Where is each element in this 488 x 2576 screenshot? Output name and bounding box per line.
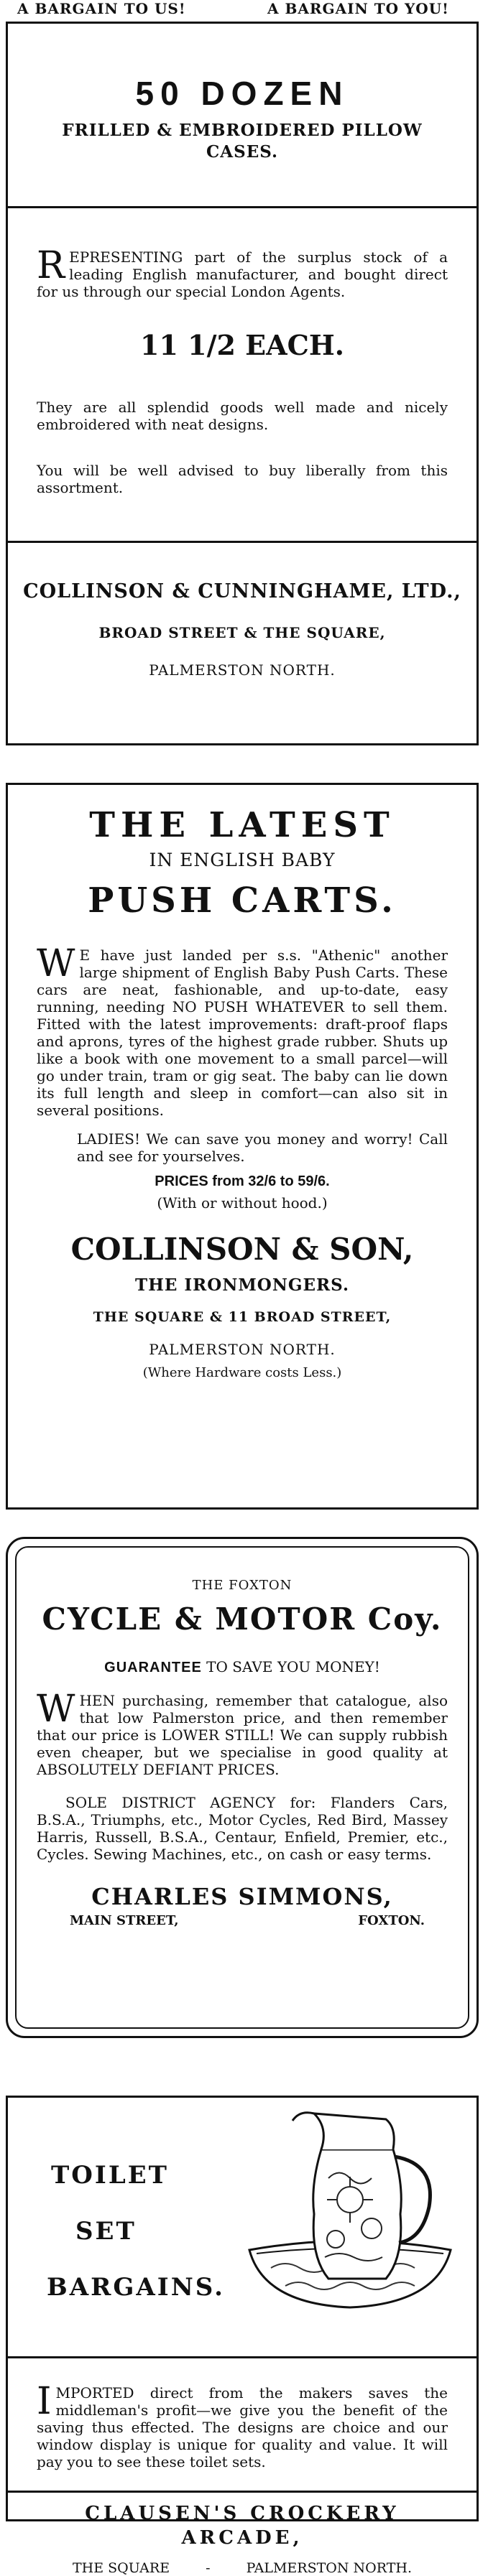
ad2-headline1: THE LATEST (89, 805, 395, 845)
ad2-address: THE SQUARE & 11 BROAD STREET, (93, 1309, 392, 1325)
ad2-hood: (With or without hood.) (157, 1194, 328, 1212)
ad1-para1-wrap (37, 244, 448, 300)
ad4-line3: BARGAINS. (47, 2273, 225, 2302)
ad1-address: BROAD STREET & THE SQUARE, (98, 624, 386, 641)
ad2-tagline: (Where Hardware costs Less.) (142, 1365, 342, 1380)
ad4-dropcap: I (37, 2380, 52, 2423)
ad2-town: PALMERSTON NORTH. (149, 1341, 336, 1358)
ad1-para3: You will be well advised to buy liberally from this assortment. (37, 462, 448, 496)
ad-push-carts (6, 783, 479, 1510)
ad1-firm: COLLINSON & CUNNINGHAME, LTD., (23, 580, 461, 603)
ad3-guarantee-rest: TO SAVE YOU MONEY! (206, 1658, 380, 1675)
jug-and-basin-illustration (242, 2106, 458, 2322)
ad3-para2: SOLE DISTRICT AGENCY for: Flanders Cars, B.S.A., Triumphs, etc., Motor Cycles, Red Bird, Massey Harris, Russell, B.S.A., Centaur, Enfield, Premier, etc., Cycles. Sewing Machines, etc., on cash or easy terms. (37, 1794, 448, 1863)
ad3-street: MAIN STREET, (70, 1913, 179, 1928)
ad4-firm2: ARCADE, (181, 2527, 303, 2549)
ad4-firm1: CLAUSEN'S CROCKERY (85, 2503, 400, 2524)
ad3-small: THE FOXTON (192, 1578, 293, 1593)
ad4-address (73, 2560, 412, 2576)
ad3-town: FOXTON. (358, 1913, 425, 1928)
ad1-headline: 50 DOZEN (135, 75, 349, 112)
ad1-subhead: FRILLED & EMBROIDERED PILLOW CASES. (62, 121, 423, 162)
ad2-firm-sub: THE IRONMONGERS. (135, 1275, 349, 1295)
ad4-address-left: THE SQUARE (73, 2560, 170, 2576)
ad4-para1-wrap (37, 2380, 448, 2470)
ad2-para2: LADIES! We can save you money and worry! Call and see for yourselves. (77, 1130, 448, 1165)
ad3-guarantee-bold: GUARANTEE (104, 1660, 202, 1675)
ad3-para1: HEN purchasing, remember that catalogue, also that low Palmerston price, and then remember that our price is LOWER STILL! We can supply rubbish even cheaper, but we specialise in good quality at ABSOLUTELY DEFIANT PRICES. (37, 1692, 448, 1778)
ad4-address-sep: - (206, 2560, 211, 2576)
ad4-heading-block (8, 2098, 477, 2356)
ad2-para1: E have just landed per s.s. "Athenic" another large shipment of English Baby Push Carts. These cars are neat, fashionable, and up-to-date, easy running, needing NO PUSH WHATEVER to sell them. Fitted with the latest improvements: draft-proof flaps and aprons, tyres of the highest grade rubber. Shuts up like a book with one movement to a small parcel—will go under train, tram or gig seat. The baby can lie down its full length and sleep in comfort—can also sit in several positions. (37, 947, 448, 1119)
ad4-address-right: PALMERSTON NORTH. (246, 2560, 412, 2576)
ad3-firm: CHARLES SIMMONS, (91, 1883, 393, 1910)
ad-toilet-sets (6, 2096, 479, 2576)
ad1-price: 11 1/2 EACH. (140, 329, 344, 361)
ad1-top-left: A BARGAIN TO US! (17, 0, 186, 17)
ad3-dropcap: W (37, 1688, 75, 1731)
ad2-para1-wrap (37, 942, 448, 1119)
ad1-top-right: A BARGAIN TO YOU! (267, 0, 449, 17)
ad4-line2: SET (75, 2217, 137, 2246)
ad4-para1: MPORTED direct from the makers saves the middleman's profit—we give you the benefit of the saving thus effected. The designs are choice and our window display is unique for quality and value. It will pay you to see these toilet sets. (37, 2384, 448, 2470)
ad1-para1: EPRESENTING part of the surplus stock of a leading English manufacturer, and bought direct for us through our special London Agents. (37, 248, 448, 300)
ad1-box (6, 22, 479, 745)
ad2-prices: PRICES from 32/6 to 59/6. (155, 1173, 330, 1189)
ad2-firm: COLLINSON & SON, (70, 1232, 414, 1267)
ad2-dropcap: W (37, 942, 75, 985)
ad1-town: PALMERSTON NORTH. (149, 661, 336, 679)
ad4-line1: TOILET (51, 2161, 169, 2190)
ad-foxton-cycle (6, 1537, 479, 2038)
ad3-headline: CYCLE & MOTOR Coy. (42, 1601, 443, 1637)
ad2-headline2: IN ENGLISH BABY (149, 850, 336, 870)
ad1-para2: They are all splendid goods well made and nicely embroidered with neat designs. (37, 399, 448, 433)
ad1-dropcap: R (37, 244, 65, 287)
ad2-headline3: PUSH CARTS. (88, 880, 397, 921)
